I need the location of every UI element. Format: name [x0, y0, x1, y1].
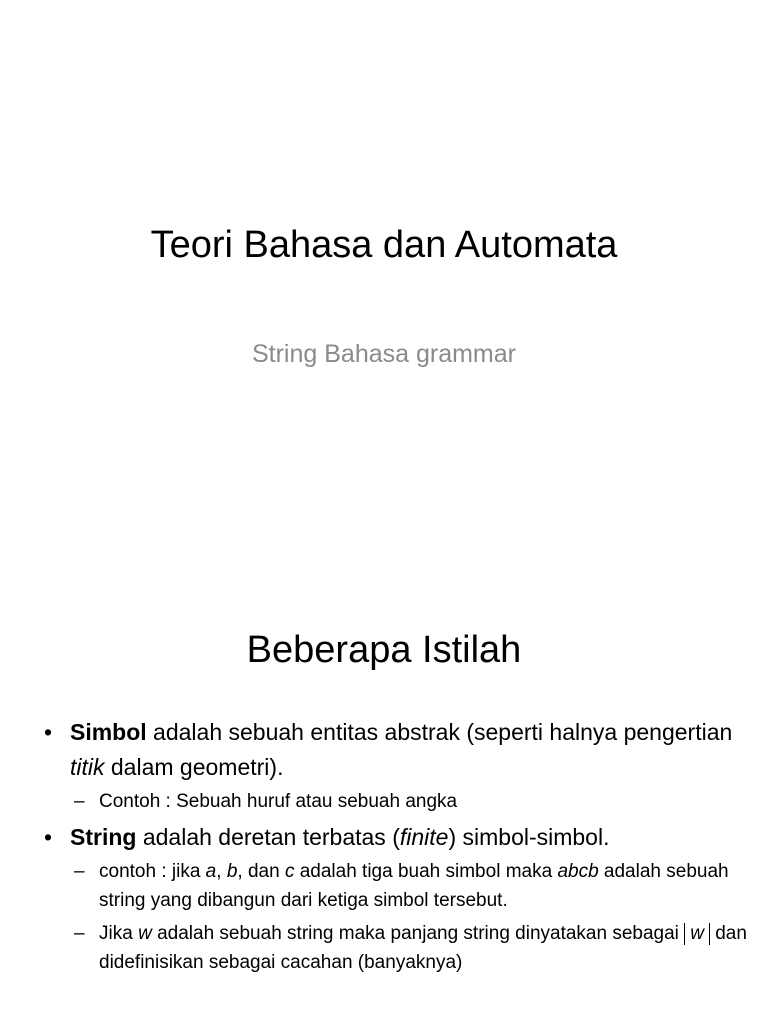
example-text: adalah sebuah string yang dibangun dari ketiga simbol tersebut.: [99, 861, 729, 911]
length-text: Jika: [99, 923, 139, 944]
example-text: , dan: [237, 861, 285, 882]
length-text: adalah sebuah string maka panjang string dinyatakan sebagai: [151, 923, 685, 944]
bullet-string: [44, 820, 759, 855]
symbol-c: c: [284, 861, 295, 882]
length-text: dan didefinisikan sebagai cacahan (banyaknya): [99, 923, 747, 973]
example-text: Contoh : Sebuah huruf atau sebuah angka: [99, 791, 458, 812]
definition-text: adalah sebuah entitas abstrak (seperti halnya pengertian: [146, 719, 733, 745]
bullet-simbol: [44, 715, 759, 785]
example-text: adalah tiga buah simbol maka: [294, 861, 558, 882]
sub-bullet-length: [44, 919, 759, 977]
slide-title: Teori Bahasa dan Automata: [150, 224, 618, 266]
term-string: String: [70, 824, 137, 850]
sub-bullet-example: [44, 857, 759, 915]
slide-subtitle: String Bahasa grammar: [251, 340, 516, 368]
italic-term: finite: [399, 824, 449, 850]
absolute-w: [684, 923, 710, 945]
dash-marker: –: [74, 923, 85, 944]
variable-w: w: [138, 923, 152, 944]
bullet-marker: •: [44, 719, 53, 745]
definition-text: ) simbol-simbol.: [448, 824, 610, 850]
symbol-b: b: [226, 861, 238, 882]
bullet-list: [44, 715, 759, 981]
dash-marker: –: [74, 861, 85, 882]
sub-bullet-example: [44, 787, 759, 816]
term-simbol: Simbol: [70, 719, 147, 745]
example-text: ,: [216, 861, 227, 882]
variable-w: w: [690, 923, 704, 944]
bullet-marker: •: [44, 824, 53, 850]
slide-title: Beberapa Istilah: [246, 629, 522, 671]
content-slide: [0, 575, 768, 1024]
definition-text: dalam geometri).: [104, 754, 284, 780]
dash-marker: –: [74, 791, 85, 812]
example-text: contoh : jika: [99, 861, 206, 882]
symbol-a: a: [205, 861, 217, 882]
string-abcb: abcb: [557, 861, 599, 882]
definition-text: adalah deretan terbatas (: [136, 824, 400, 850]
italic-term: titik: [70, 754, 105, 780]
